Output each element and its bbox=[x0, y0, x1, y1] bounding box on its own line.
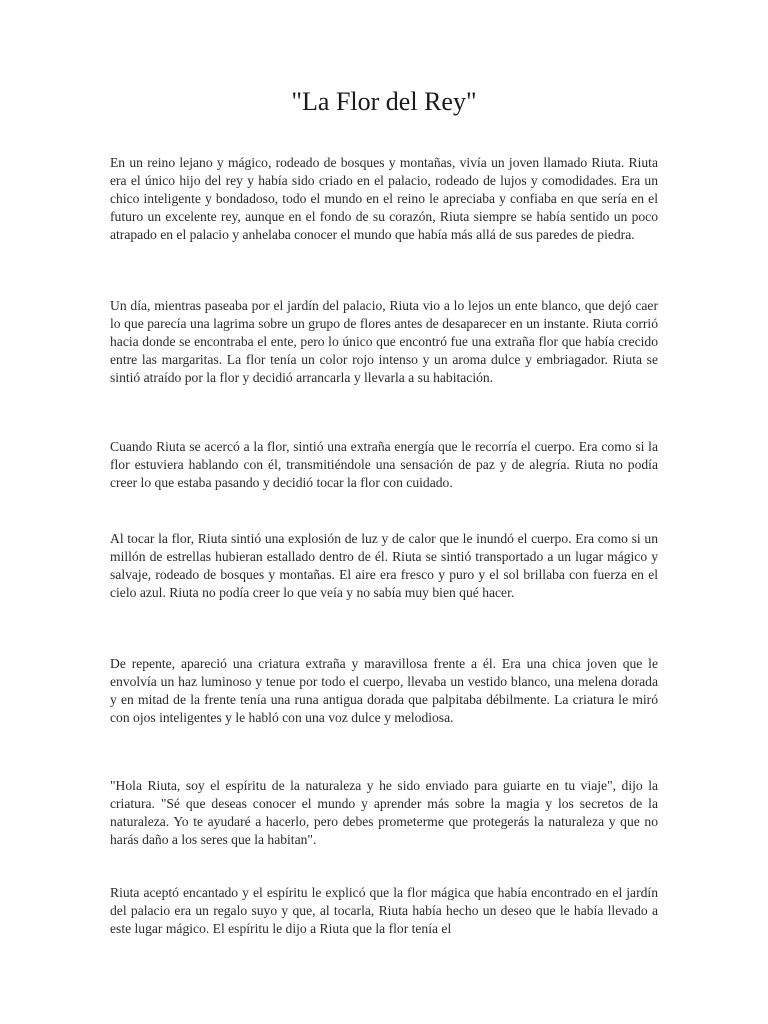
paragraph-text: En un reino lejano y mágico, rodeado de bosques y montañas, vivía un joven llamado Riuta. Riuta era el único hijo del rey y había sido criado en el palacio, rodeado de lujos y comodidades. Era un chico inteligente y bondadoso, todo el mundo en el reino le apreciaba y confiaba en que sería en el futuro un excelente rey, aunque en el fondo de su corazón, Riuta siempre se había sentido un poco atrapado en el palacio y anhelaba conocer el mundo que había más allá de sus paredes de piedra. bbox=[110, 155, 658, 242]
paragraph-text: Al tocar la flor, Riuta sintió una explosión de luz y de calor que le inundó el cuerpo. Era como si un millón de estrellas hubieran estallado dentro de él. Riuta se sintió transportado a un lugar mágico y salvaje, rodeado de bosques y montañas. El aire era fresco y puro y el sol brillaba con fuerza en el cielo azul. Riuta no podía creer lo que veía y no sabía muy bien qué hacer. bbox=[110, 531, 658, 600]
paragraph-text: Riuta aceptó encantado y el espíritu le explicó que la flor mágica que había encontrado en el jardín del palacio era un regalo suyo y que, al tocarla, Riuta había hecho un deseo que le había llevado a este lugar mágico. El espíritu le dijo a Riuta que la flor tenía el bbox=[110, 885, 658, 936]
paragraph-5 bbox=[110, 655, 658, 727]
paragraph-6 bbox=[110, 777, 658, 849]
document-title: "La Flor del Rey" bbox=[291, 87, 477, 116]
paragraph-text: "Hola Riuta, soy el espíritu de la naturaleza y he sido enviado para guiarte en tu viaje", dijo la criatura. "Sé que deseas conocer el mundo y aprender más sobre la magia y los secretos de la naturaleza. Yo te ayudaré a hacerlo, pero debes prometerme que protegerás la naturaleza y que no harás daño a los seres que la habitan". bbox=[110, 778, 658, 847]
paragraph-text: De repente, apareció una criatura extraña y maravillosa frente a él. Era una chica joven que le envolvía un haz luminoso y tenue por todo el cuerpo, llevaba un vestido blanco, una melena dorada y en mitad de la frente tenía una runa antigua dorada que palpitaba débilmente. La criatura le miró con ojos inteligentes y le habló con una voz dulce y melodiosa. bbox=[110, 656, 658, 725]
paragraph-text: Cuando Riuta se acercó a la flor, sintió una extraña energía que le recorría el cuerpo. Era como si la flor estuviera hablando con él, transmitiéndole una sensación de paz y de alegría. Riuta no podía creer lo que estaba pasando y decidió tocar la flor con cuidado. bbox=[110, 439, 658, 490]
paragraph-4 bbox=[110, 530, 658, 602]
paragraph-3 bbox=[110, 438, 658, 492]
paragraph-text: Un día, mientras paseaba por el jardín del palacio, Riuta vio a lo lejos un ente blanco, que dejó caer lo que parecía una lagrima sobre un grupo de flores antes de desaparecer en un instante. Riuta corrió hacia donde se encontraba el ente, pero lo único que encontró fue una extraña flor que había crecido entre las margaritas. La flor tenía un color rojo intenso y un aroma dulce y embriagador. Riuta se sintió atraído por la flor y decidió arrancarla y llevarla a su habitación. bbox=[110, 298, 658, 385]
paragraph-7 bbox=[110, 884, 658, 938]
paragraph-2 bbox=[110, 297, 658, 387]
paragraph-1 bbox=[110, 154, 658, 244]
